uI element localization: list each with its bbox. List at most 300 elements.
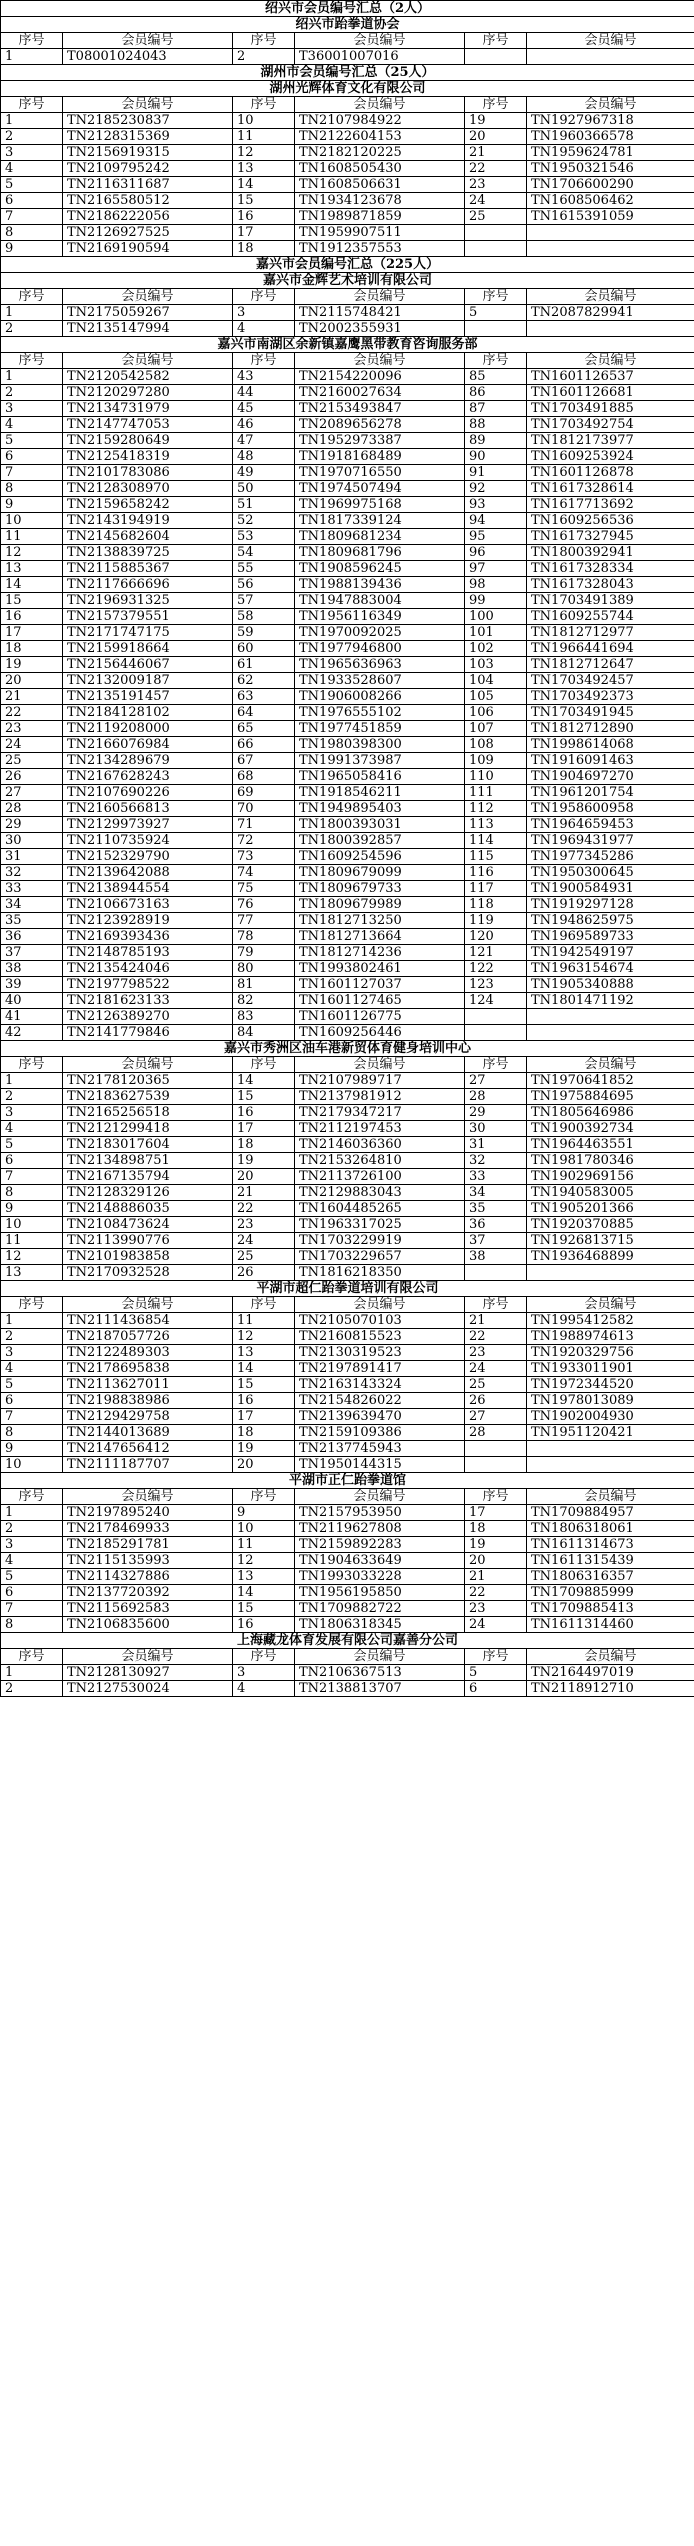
member-code-cell: TN2169190594 xyxy=(63,241,233,257)
member-index-cell: 4 xyxy=(1,161,63,177)
member-index-cell: 104 xyxy=(465,673,527,689)
member-index-cell xyxy=(465,1457,527,1473)
table-row xyxy=(1,737,694,753)
member-code-cell: TN2167628243 xyxy=(63,769,233,785)
member-code-cell: TN2179347217 xyxy=(295,1105,465,1121)
member-code-cell: TN2135191457 xyxy=(63,689,233,705)
member-index-cell: 32 xyxy=(465,1153,527,1169)
member-index-cell: 5 xyxy=(1,1377,63,1393)
member-code-cell: TN2157379551 xyxy=(63,609,233,625)
table-row xyxy=(1,1569,694,1585)
table-row xyxy=(1,1137,694,1153)
member-code-cell: TN1947883004 xyxy=(295,593,465,609)
table-row xyxy=(1,481,694,497)
table-row xyxy=(1,641,694,657)
member-index-cell: 67 xyxy=(233,753,295,769)
member-code-cell: TN1703491885 xyxy=(527,401,694,417)
member-index-cell: 107 xyxy=(465,721,527,737)
member-index-cell: 59 xyxy=(233,625,295,641)
column-header-index: 序号 xyxy=(465,1649,527,1665)
member-code-cell: TN1609253924 xyxy=(527,449,694,465)
member-code-cell: TN2156919315 xyxy=(63,145,233,161)
member-index-cell: 12 xyxy=(233,1553,295,1569)
member-code-cell: TN2148886035 xyxy=(63,1201,233,1217)
member-code-cell: TN2197798522 xyxy=(63,977,233,993)
member-code-cell: TN2187057726 xyxy=(63,1329,233,1345)
member-code-cell: TN2115692583 xyxy=(63,1601,233,1617)
member-index-cell: 6 xyxy=(1,1393,63,1409)
member-index-cell: 111 xyxy=(465,785,527,801)
member-code-cell: TN2115748421 xyxy=(295,305,465,321)
member-code-cell: TN1908596245 xyxy=(295,561,465,577)
member-code-cell: TN1904633649 xyxy=(295,1553,465,1569)
column-header-member-code: 会员编号 xyxy=(527,1489,694,1505)
member-index-cell: 5 xyxy=(1,1137,63,1153)
member-index-cell: 5 xyxy=(1,433,63,449)
table-row xyxy=(1,929,694,945)
member-index-cell: 19 xyxy=(465,113,527,129)
member-index-cell: 91 xyxy=(465,465,527,481)
member-index-cell: 1 xyxy=(1,1505,63,1521)
table-row xyxy=(1,1009,694,1025)
member-index-cell: 22 xyxy=(465,161,527,177)
member-index-cell: 6 xyxy=(1,449,63,465)
member-index-cell: 1 xyxy=(1,369,63,385)
member-code-cell: TN1601127465 xyxy=(295,993,465,1009)
member-index-cell: 24 xyxy=(465,1617,527,1633)
column-header-member-code: 会员编号 xyxy=(527,289,694,305)
member-index-cell: 100 xyxy=(465,609,527,625)
member-code-cell: TN1617327945 xyxy=(527,529,694,545)
member-index-cell: 28 xyxy=(1,801,63,817)
member-code-cell: TN1812714236 xyxy=(295,945,465,961)
member-index-cell: 8 xyxy=(1,225,63,241)
member-code-cell: TN2154220096 xyxy=(295,369,465,385)
column-header-index: 序号 xyxy=(465,1057,527,1073)
member-index-cell: 19 xyxy=(233,1441,295,1457)
member-index-cell: 15 xyxy=(233,193,295,209)
member-index-cell: 16 xyxy=(233,1393,295,1409)
member-code-cell: TN2183017604 xyxy=(63,1137,233,1153)
region-summary-title: 绍兴市会员编号汇总（2人） xyxy=(1,1,694,17)
member-code-cell: TN2178469933 xyxy=(63,1521,233,1537)
member-index-cell: 75 xyxy=(233,881,295,897)
member-code-cell: TN1974507494 xyxy=(295,481,465,497)
member-code-cell: TN2178695838 xyxy=(63,1361,233,1377)
member-code-cell: TN2148785193 xyxy=(63,945,233,961)
member-index-cell: 20 xyxy=(1,673,63,689)
member-index-cell: 85 xyxy=(465,369,527,385)
member-index-cell: 13 xyxy=(1,1265,63,1281)
member-index-cell: 53 xyxy=(233,529,295,545)
member-index-cell: 16 xyxy=(233,1105,295,1121)
column-header-index: 序号 xyxy=(1,1649,63,1665)
member-code-cell: TN2157953950 xyxy=(295,1505,465,1521)
member-index-cell: 112 xyxy=(465,801,527,817)
member-index-cell: 56 xyxy=(233,577,295,593)
member-code-cell: TN1949895403 xyxy=(295,801,465,817)
member-code-cell: TN1956195850 xyxy=(295,1585,465,1601)
member-index-cell: 1 xyxy=(1,1313,63,1329)
member-index-cell: 52 xyxy=(233,513,295,529)
member-index-cell xyxy=(465,321,527,337)
member-code-cell: TN1988974613 xyxy=(527,1329,694,1345)
member-code-cell: TN1970641852 xyxy=(527,1073,694,1089)
member-index-cell: 12 xyxy=(1,1249,63,1265)
member-code-cell: TN2159658242 xyxy=(63,497,233,513)
member-index-cell: 19 xyxy=(465,1537,527,1553)
member-code-cell: TN1991373987 xyxy=(295,753,465,769)
member-index-cell: 24 xyxy=(465,1361,527,1377)
member-code-cell: TN1617328614 xyxy=(527,481,694,497)
member-code-cell: TN2166076984 xyxy=(63,737,233,753)
member-index-cell: 66 xyxy=(233,737,295,753)
member-index-cell xyxy=(465,241,527,257)
member-index-cell: 25 xyxy=(465,209,527,225)
member-index-cell: 14 xyxy=(233,1361,295,1377)
member-code-cell: TN1977946800 xyxy=(295,641,465,657)
member-index-cell: 95 xyxy=(465,529,527,545)
member-index-cell: 22 xyxy=(465,1585,527,1601)
member-index-cell: 2 xyxy=(1,129,63,145)
table-row xyxy=(1,513,694,529)
header-row xyxy=(1,353,694,369)
column-header-member-code: 会员编号 xyxy=(295,289,465,305)
member-index-cell: 10 xyxy=(233,1521,295,1537)
member-index-cell: 1 xyxy=(1,305,63,321)
member-index-cell: 22 xyxy=(233,1201,295,1217)
member-index-cell: 19 xyxy=(233,1153,295,1169)
member-code-cell: TN1900584931 xyxy=(527,881,694,897)
header-row xyxy=(1,1489,694,1505)
member-index-cell: 12 xyxy=(233,145,295,161)
table-row xyxy=(1,1377,694,1393)
table-row xyxy=(1,1505,694,1521)
table-row xyxy=(1,1201,694,1217)
member-code-cell: TN2159109386 xyxy=(295,1425,465,1441)
member-index-cell: 30 xyxy=(1,833,63,849)
member-index-cell: 121 xyxy=(465,945,527,961)
member-code-cell: TN2128130927 xyxy=(63,1665,233,1681)
member-code-cell: TN1601126775 xyxy=(295,1009,465,1025)
table-row xyxy=(1,1617,694,1633)
member-index-cell: 74 xyxy=(233,865,295,881)
member-index-cell: 9 xyxy=(1,497,63,513)
member-index-cell: 21 xyxy=(465,1569,527,1585)
table-row xyxy=(1,1361,694,1377)
table-row xyxy=(1,1457,694,1473)
table-row xyxy=(1,1265,694,1281)
table-row xyxy=(1,689,694,705)
title-row xyxy=(1,1281,694,1297)
member-code-cell: TN2116311687 xyxy=(63,177,233,193)
member-code-cell: TN2106835600 xyxy=(63,1617,233,1633)
member-code-cell: TN1916091463 xyxy=(527,753,694,769)
member-code-cell: TN2107989717 xyxy=(295,1073,465,1089)
member-code-cell: TN2147656412 xyxy=(63,1441,233,1457)
member-index-cell: 17 xyxy=(233,1121,295,1137)
member-index-cell: 4 xyxy=(1,1553,63,1569)
member-index-cell: 4 xyxy=(1,1361,63,1377)
table-row xyxy=(1,977,694,993)
member-index-cell: 35 xyxy=(1,913,63,929)
member-index-cell: 96 xyxy=(465,545,527,561)
member-code-cell: TN1963154674 xyxy=(527,961,694,977)
member-index-cell: 4 xyxy=(1,1121,63,1137)
member-code-cell: TN1615391059 xyxy=(527,209,694,225)
member-code-cell xyxy=(527,225,694,241)
member-index-cell: 31 xyxy=(465,1137,527,1153)
member-index-cell: 119 xyxy=(465,913,527,929)
member-code-cell: TN2109795242 xyxy=(63,161,233,177)
member-code-cell: TN2165580512 xyxy=(63,193,233,209)
table-row xyxy=(1,1537,694,1553)
member-index-cell: 114 xyxy=(465,833,527,849)
member-code-cell: TN1976555102 xyxy=(295,705,465,721)
member-index-cell: 20 xyxy=(465,129,527,145)
member-index-cell: 1 xyxy=(1,49,63,65)
member-index-cell: 122 xyxy=(465,961,527,977)
member-code-cell: TN1950300645 xyxy=(527,865,694,881)
column-header-index: 序号 xyxy=(233,1649,295,1665)
member-index-cell: 7 xyxy=(1,465,63,481)
member-index-cell: 8 xyxy=(1,1425,63,1441)
table-row xyxy=(1,433,694,449)
member-code-cell: TN2153493847 xyxy=(295,401,465,417)
member-code-cell: TN1609256446 xyxy=(295,1025,465,1041)
title-row xyxy=(1,273,694,289)
member-index-cell xyxy=(465,1025,527,1041)
member-index-cell: 84 xyxy=(233,1025,295,1041)
member-index-cell: 13 xyxy=(233,1345,295,1361)
member-index-cell: 38 xyxy=(465,1249,527,1265)
member-index-cell: 6 xyxy=(465,1681,527,1697)
member-index-cell: 64 xyxy=(233,705,295,721)
member-code-cell: TN1950321546 xyxy=(527,161,694,177)
table-row xyxy=(1,177,694,193)
member-code-cell: TN2135424046 xyxy=(63,961,233,977)
member-index-cell: 3 xyxy=(1,1537,63,1553)
member-code-cell: TN1958600958 xyxy=(527,801,694,817)
member-index-cell: 5 xyxy=(465,305,527,321)
member-code-cell: TN1812712647 xyxy=(527,657,694,673)
member-index-cell: 94 xyxy=(465,513,527,529)
member-index-cell: 98 xyxy=(465,577,527,593)
member-index-cell: 37 xyxy=(465,1233,527,1249)
header-row xyxy=(1,1297,694,1313)
member-code-cell: TN2137745943 xyxy=(295,1441,465,1457)
member-code-cell xyxy=(527,1441,694,1457)
member-code-cell xyxy=(527,1025,694,1041)
column-header-index: 序号 xyxy=(233,97,295,113)
table-row xyxy=(1,385,694,401)
table-row xyxy=(1,401,694,417)
member-index-cell: 36 xyxy=(1,929,63,945)
member-code-cell: TN2122489303 xyxy=(63,1345,233,1361)
member-code-cell: TN1960366578 xyxy=(527,129,694,145)
table-row xyxy=(1,785,694,801)
member-code-cell: TN2143194919 xyxy=(63,513,233,529)
table-row xyxy=(1,1089,694,1105)
member-index-cell: 33 xyxy=(465,1169,527,1185)
member-index-cell: 10 xyxy=(1,1457,63,1473)
member-index-cell: 28 xyxy=(465,1425,527,1441)
member-code-cell: TN1969431977 xyxy=(527,833,694,849)
member-code-cell: TN2113990776 xyxy=(63,1233,233,1249)
member-code-cell: TN1970092025 xyxy=(295,625,465,641)
member-code-cell: TN1609255744 xyxy=(527,609,694,625)
member-code-cell xyxy=(527,49,694,65)
member-index-cell: 18 xyxy=(233,241,295,257)
member-index-cell: 39 xyxy=(1,977,63,993)
table-row xyxy=(1,225,694,241)
member-index-cell: 80 xyxy=(233,961,295,977)
member-index-cell: 2 xyxy=(1,385,63,401)
member-code-cell: TN2160566813 xyxy=(63,801,233,817)
member-code-cell: TN2135147994 xyxy=(63,321,233,337)
member-code-cell: TN2134898751 xyxy=(63,1153,233,1169)
member-index-cell: 4 xyxy=(1,417,63,433)
member-code-cell: TN1975884695 xyxy=(527,1089,694,1105)
organization-title: 上海藏龙体育发展有限公司嘉善分公司 xyxy=(1,1633,694,1649)
member-code-cell: TN2128315369 xyxy=(63,129,233,145)
member-index-cell: 102 xyxy=(465,641,527,657)
member-code-cell: TN1809679099 xyxy=(295,865,465,881)
member-index-cell: 18 xyxy=(1,641,63,657)
member-code-cell: TN1988139436 xyxy=(295,577,465,593)
column-header-member-code: 会员编号 xyxy=(295,1489,465,1505)
member-code-cell: TN1806316357 xyxy=(527,1569,694,1585)
member-code-cell: TN1812713664 xyxy=(295,929,465,945)
member-code-cell: TN1933528607 xyxy=(295,673,465,689)
member-index-cell: 113 xyxy=(465,817,527,833)
member-code-cell: TN2184128102 xyxy=(63,705,233,721)
member-index-cell: 73 xyxy=(233,849,295,865)
member-index-cell: 3 xyxy=(1,401,63,417)
member-index-cell: 23 xyxy=(465,1345,527,1361)
column-header-index: 序号 xyxy=(1,33,63,49)
member-index-cell: 18 xyxy=(233,1137,295,1153)
member-code-cell: TN1964463551 xyxy=(527,1137,694,1153)
member-code-cell: TN2139639470 xyxy=(295,1409,465,1425)
table-row xyxy=(1,561,694,577)
column-header-member-code: 会员编号 xyxy=(527,97,694,113)
member-index-cell: 11 xyxy=(233,129,295,145)
member-code-cell: TN1977345286 xyxy=(527,849,694,865)
member-index-cell: 25 xyxy=(465,1377,527,1393)
member-index-cell: 105 xyxy=(465,689,527,705)
member-index-cell: 108 xyxy=(465,737,527,753)
member-index-cell: 115 xyxy=(465,849,527,865)
member-code-cell: TN2146036360 xyxy=(295,1137,465,1153)
member-index-cell: 25 xyxy=(233,1249,295,1265)
member-code-cell: T08001024043 xyxy=(63,49,233,65)
table-row xyxy=(1,1601,694,1617)
member-index-cell: 54 xyxy=(233,545,295,561)
member-index-cell: 29 xyxy=(465,1105,527,1121)
table-row xyxy=(1,241,694,257)
member-index-cell: 57 xyxy=(233,593,295,609)
table-row xyxy=(1,465,694,481)
member-index-cell: 5 xyxy=(1,177,63,193)
member-code-cell: TN2132009187 xyxy=(63,673,233,689)
member-index-cell: 47 xyxy=(233,433,295,449)
member-index-cell: 87 xyxy=(465,401,527,417)
member-index-cell: 27 xyxy=(1,785,63,801)
column-header-member-code: 会员编号 xyxy=(295,33,465,49)
member-code-cell: TN1964659453 xyxy=(527,817,694,833)
column-header-member-code: 会员编号 xyxy=(295,1649,465,1665)
column-header-index: 序号 xyxy=(233,353,295,369)
member-code-cell: TN2122604153 xyxy=(295,129,465,145)
member-code-cell: TN1969975168 xyxy=(295,497,465,513)
organization-title: 嘉兴市南湖区余新镇嘉鹰黑带教育咨询服务部 xyxy=(1,337,694,353)
column-header-index: 序号 xyxy=(465,1297,527,1313)
member-index-cell: 62 xyxy=(233,673,295,689)
member-code-cell: TN2002355931 xyxy=(295,321,465,337)
member-code-cell: TN1936468899 xyxy=(527,1249,694,1265)
member-index-cell: 24 xyxy=(1,737,63,753)
member-code-cell: TN2175059267 xyxy=(63,305,233,321)
member-index-cell: 11 xyxy=(233,1313,295,1329)
member-index-cell: 10 xyxy=(1,513,63,529)
table-row xyxy=(1,625,694,641)
member-code-cell: TN2134731979 xyxy=(63,401,233,417)
table-row xyxy=(1,305,694,321)
member-code-cell: TN2105070103 xyxy=(295,1313,465,1329)
member-code-cell: TN1959907511 xyxy=(295,225,465,241)
member-index-cell: 21 xyxy=(1,689,63,705)
column-header-member-code: 会员编号 xyxy=(63,1297,233,1313)
table-row xyxy=(1,545,694,561)
column-header-index: 序号 xyxy=(1,353,63,369)
member-code-cell: TN2129883043 xyxy=(295,1185,465,1201)
table-row xyxy=(1,1329,694,1345)
column-header-member-code: 会员编号 xyxy=(63,1489,233,1505)
member-index-cell xyxy=(465,1441,527,1457)
table-row xyxy=(1,993,694,1009)
member-code-cell: TN1817339124 xyxy=(295,513,465,529)
member-index-cell: 16 xyxy=(233,209,295,225)
member-code-cell: TN1966441694 xyxy=(527,641,694,657)
table-row xyxy=(1,1185,694,1201)
member-index-cell: 71 xyxy=(233,817,295,833)
table-row xyxy=(1,1345,694,1361)
member-index-cell: 34 xyxy=(465,1185,527,1201)
member-code-cell: TN2186222056 xyxy=(63,209,233,225)
member-code-cell: TN1805646986 xyxy=(527,1105,694,1121)
column-header-index: 序号 xyxy=(233,1489,295,1505)
member-index-cell: 30 xyxy=(465,1121,527,1137)
member-index-cell: 1 xyxy=(1,113,63,129)
member-index-cell: 2 xyxy=(1,1681,63,1697)
header-row xyxy=(1,1057,694,1073)
member-code-cell: TN2113627011 xyxy=(63,1377,233,1393)
title-row xyxy=(1,1633,694,1649)
member-code-cell: TN1706600290 xyxy=(527,177,694,193)
table-row xyxy=(1,1073,694,1089)
member-code-cell: TN2125418319 xyxy=(63,449,233,465)
member-code-cell: TN1933011901 xyxy=(527,1361,694,1377)
column-header-member-code: 会员编号 xyxy=(295,1057,465,1073)
member-code-cell: TN1601126878 xyxy=(527,465,694,481)
organization-title: 绍兴市跆拳道协会 xyxy=(1,17,694,33)
member-code-cell: TN2101783086 xyxy=(63,465,233,481)
member-code-cell: TN2185230837 xyxy=(63,113,233,129)
member-code-cell: TN2163143324 xyxy=(295,1377,465,1393)
member-code-cell: TN1940583005 xyxy=(527,1185,694,1201)
member-index-cell: 9 xyxy=(233,1505,295,1521)
